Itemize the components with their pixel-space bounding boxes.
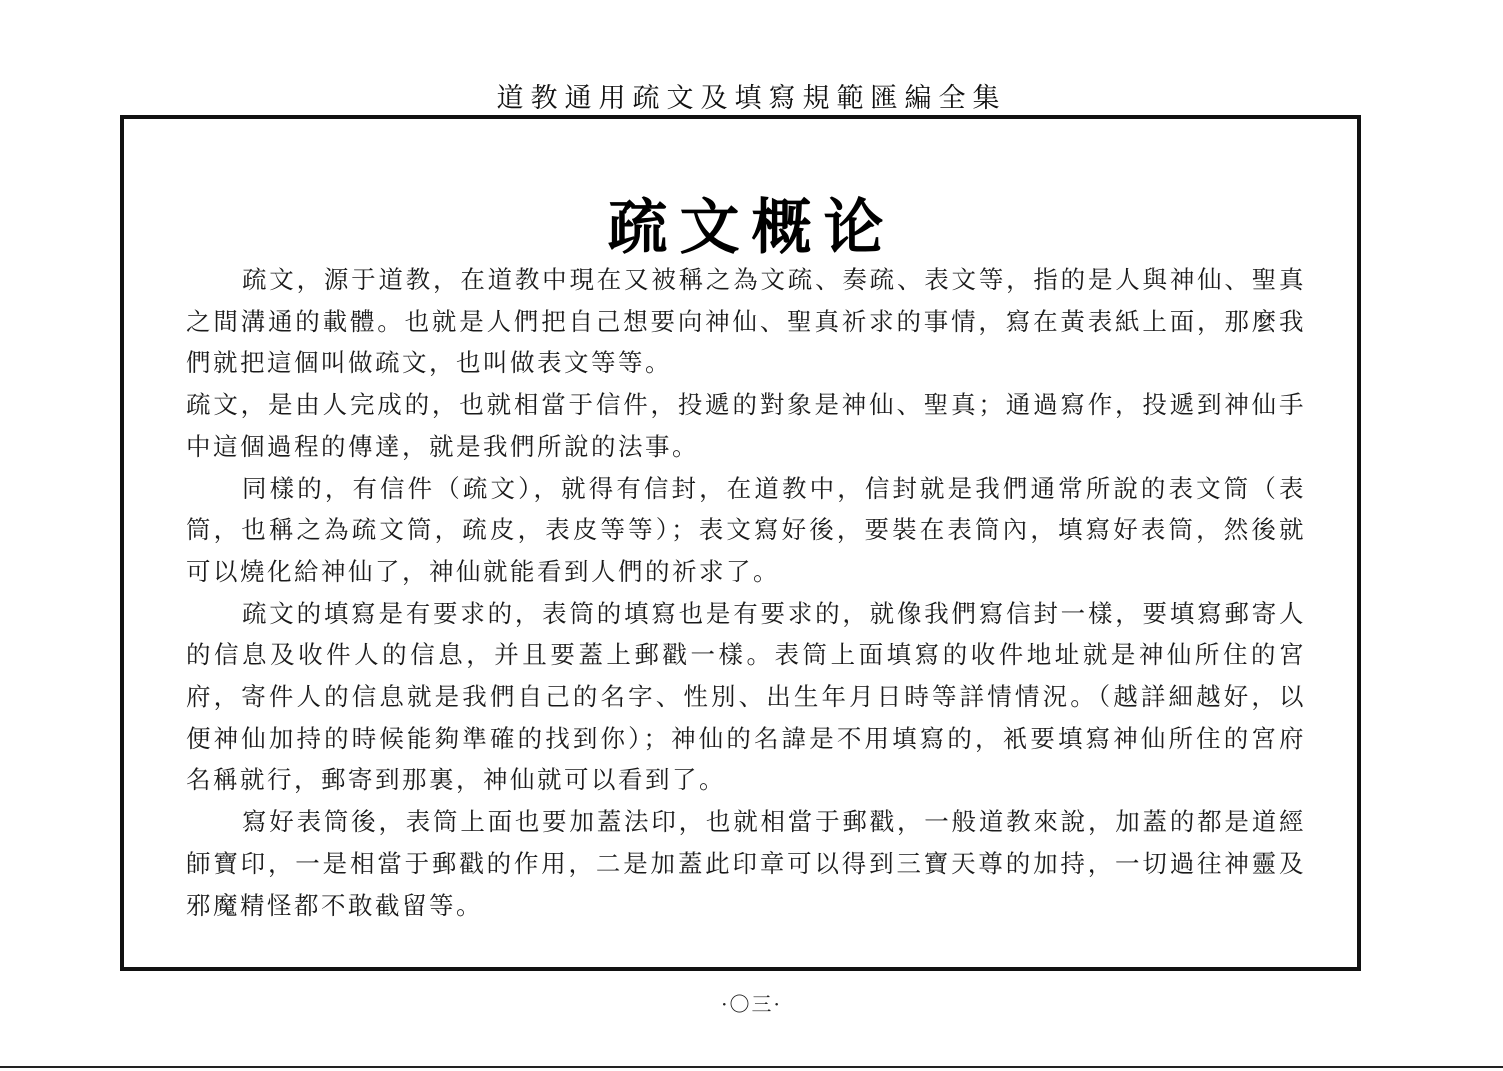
- paragraph-4: 疏文的填寫是有要求的，表筒的填寫也是有要求的，就像我們寫信封一樣，要填寫郵寄人的信息及收件人的信息，并且要蓋上郵戳一樣。表筒上面填寫的收件地址就是神仙所住的宮府，寄件人的信息就是我們自己的名字、性別、出生年月日時等詳情情況。（越詳細越好，以便神仙加持的時候能夠準確的找到你）；神仙的名諱是不用填寫的，衹要填寫神仙所住的宮府名稱就行，郵寄到那裏，神仙就可以看到了。: [186, 598, 1306, 795]
- page-header-title: 道教通用疏文及填寫規範匯編全集: [496, 83, 1007, 114]
- page-number: ·〇三·: [721, 992, 782, 1016]
- paragraph-1: 疏文，源于道教，在道教中現在又被稱之為文疏、奏疏、表文等，指的是人與神仙、聖真之間溝通的載體。也就是人們把自己想要向神仙、聖真祈求的事情，寫在黃表紙上面，那麼我們就把這個叫做疏文，也叫做表文等等。: [186, 265, 1306, 378]
- paragraph-3: 同樣的，有信件（疏文），就得有信封，在道教中，信封就是我們通常所說的表文筒（表筒，也稱之為疏文筒，疏皮，表皮等等）；表文寫好後，要裝在表筒內，填寫好表筒，然後就可以燒化給神仙了，神仙就能看到人們的祈求了。: [186, 473, 1306, 586]
- paragraph-5: 寫好表筒後，表筒上面也要加蓋法印，也就相當于郵戳，一般道教來說，加蓋的都是道經師寶印，一是相當于郵戳的作用，二是加蓋此印章可以得到三寶天尊的加持，一切過往神靈及邪魔精怪都不敢截留等。: [186, 807, 1306, 920]
- article-body: [186, 259, 1306, 926]
- paragraph-2: 疏文，是由人完成的，也就相當于信件，投遞的對象是神仙、聖真；通過寫作，投遞到神仙手中這個過程的傳達，就是我們所說的法事。: [186, 390, 1306, 461]
- article-title: 疏文概论: [607, 193, 896, 263]
- bottom-divider: [0, 1066, 1503, 1068]
